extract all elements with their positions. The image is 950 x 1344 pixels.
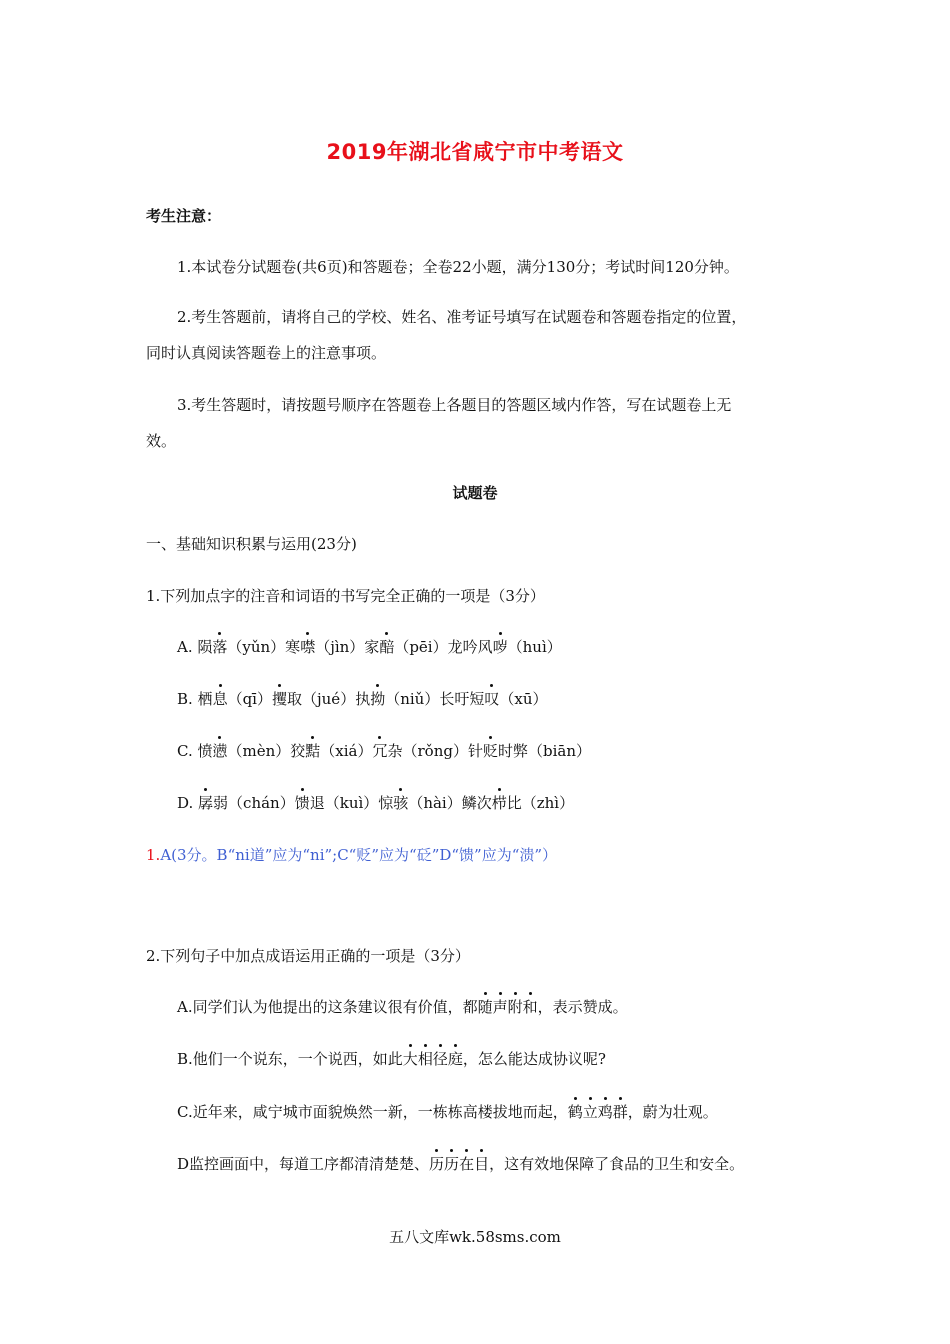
option-text: 退（kuì）惊 [309,794,394,812]
option-text: （xiá） [320,742,373,760]
option-text: A. 陨 [177,638,213,656]
option-text: 时弊（biān） [497,742,591,760]
option-text: （niǔ）长吁短 [385,690,485,708]
section-title: 试题卷 [452,484,498,502]
option-text: D监控画面中，每道工序都清清楚楚、 [177,1155,430,1173]
question-1-option-a [177,637,562,657]
option-text: ，怎么能达成协议呢? [462,1050,606,1068]
dotted-char: 馈 [294,794,310,812]
dotted-char: 黠 [305,742,321,760]
option-text: ，蔚为壮观。 [627,1103,718,1121]
dotted-char: 贬 [482,742,498,760]
option-text: （mèn）狡 [227,742,306,760]
option-text: B. 栖 [177,690,213,708]
answer-text: A(3分。B“ni道”应为“ni”;C“贬”应为“砭”D“馈”应为“溃”） [160,846,558,864]
dotted-char: 叹 [484,690,500,708]
answer-number: 1. [146,846,161,864]
dotted-char: 噤 [300,638,316,656]
option-text: C.近年来，咸宁城市面貌焕然一新，一栋栋高楼拔地而起， [177,1103,568,1121]
dotted-char: 懑 [212,742,228,760]
document-title: 2019年湖北省咸宁市中考语文 [326,140,624,164]
dotted-char: 哕 [492,638,508,656]
option-text: ，表示赞成。 [537,998,628,1016]
dotted-char: 庭 [447,1050,463,1068]
option-text: （yǔn）寒 [227,638,301,656]
dotted-char: 孱 [198,794,214,812]
question-2-option-d [177,1154,744,1174]
dotted-char: 醅 [379,638,395,656]
dotted-char: 栉 [491,794,507,812]
dotted-char: 在 [459,1155,475,1173]
dotted-char: 立 [582,1103,598,1121]
dotted-char: 拗 [370,690,386,708]
question-2-option-b [177,1049,606,1069]
option-text: D. [177,794,199,812]
dotted-char: 目 [474,1155,490,1173]
dotted-char: 鸡 [597,1103,613,1121]
notice-item-2-line-2: 同时认真阅读答题卷上的注意事项。 [146,344,387,362]
option-text: （qī） [227,690,272,708]
option-text: C. 愤 [177,742,213,760]
dotted-char: 和 [522,998,538,1016]
option-text: 弱（chán） [213,794,295,812]
option-text: （hài）鳞次 [408,794,492,812]
question-1-option-b [177,689,547,709]
question-2-option-a [177,997,628,1017]
option-text: （pēi）龙吟风 [394,638,493,656]
question-1-option-c [177,741,591,761]
dotted-char: 冗 [372,742,388,760]
notice-heading: 考生注意： [146,207,222,225]
question-2-option-c [177,1102,718,1122]
option-text: （xū） [499,690,548,708]
notice-item-1: 1.本试卷分试题卷(共6页)和答题卷；全卷22小题，满分130分；考试时间120分钟。 [177,258,739,276]
dotted-char: 历 [444,1155,460,1173]
part1-heading: 一、基础知识积累与运用(23分) [146,535,357,553]
question-1-answer [146,845,557,865]
dotted-char: 攫 [271,690,287,708]
dotted-char: 声 [492,998,508,1016]
dotted-char: 骇 [393,794,409,812]
option-text: 取（jué）执 [287,690,371,708]
option-text: B.他们一个说东，一个说西，如此 [177,1050,403,1068]
question-2-stem: 2.下列句子中加点成语运用正确的一项是（3分） [146,947,470,965]
notice-item-3-line-1: 3.考生答题时，请按题号顺序在答题卷上各题目的答题区域内作答，写在试题卷上无 [177,396,732,414]
dotted-char: 息 [212,690,228,708]
dotted-char: 大 [402,1050,418,1068]
option-text: 杂（rǒng）针 [387,742,483,760]
option-text: （huì） [507,638,562,656]
option-text: 比（zhì） [506,794,575,812]
dotted-char: 随 [477,998,493,1016]
page-footer: 五八文库wk.58sms.com [389,1228,561,1246]
dotted-char: 历 [429,1155,445,1173]
question-1-stem: 1.下列加点字的注音和词语的书写完全正确的一项是（3分） [146,587,545,605]
option-text: A.同学们认为他提出的这条建议很有价值，都 [177,998,478,1016]
dotted-char: 径 [432,1050,448,1068]
dotted-char: 群 [612,1103,628,1121]
question-1-option-d [177,793,574,813]
option-text: （jìn）家 [315,638,380,656]
dotted-char: 相 [417,1050,433,1068]
option-text: ，这有效地保障了食品的卫生和安全。 [489,1155,745,1173]
dotted-char: 附 [507,998,523,1016]
notice-item-2-line-1: 2.考生答题前，请将自己的学校、姓名、准考证号填写在试题卷和答题卷指定的位置， [177,308,747,326]
notice-item-3-line-2: 效。 [146,432,177,450]
dotted-char: 鹤 [567,1103,583,1121]
dotted-char: 落 [212,638,228,656]
